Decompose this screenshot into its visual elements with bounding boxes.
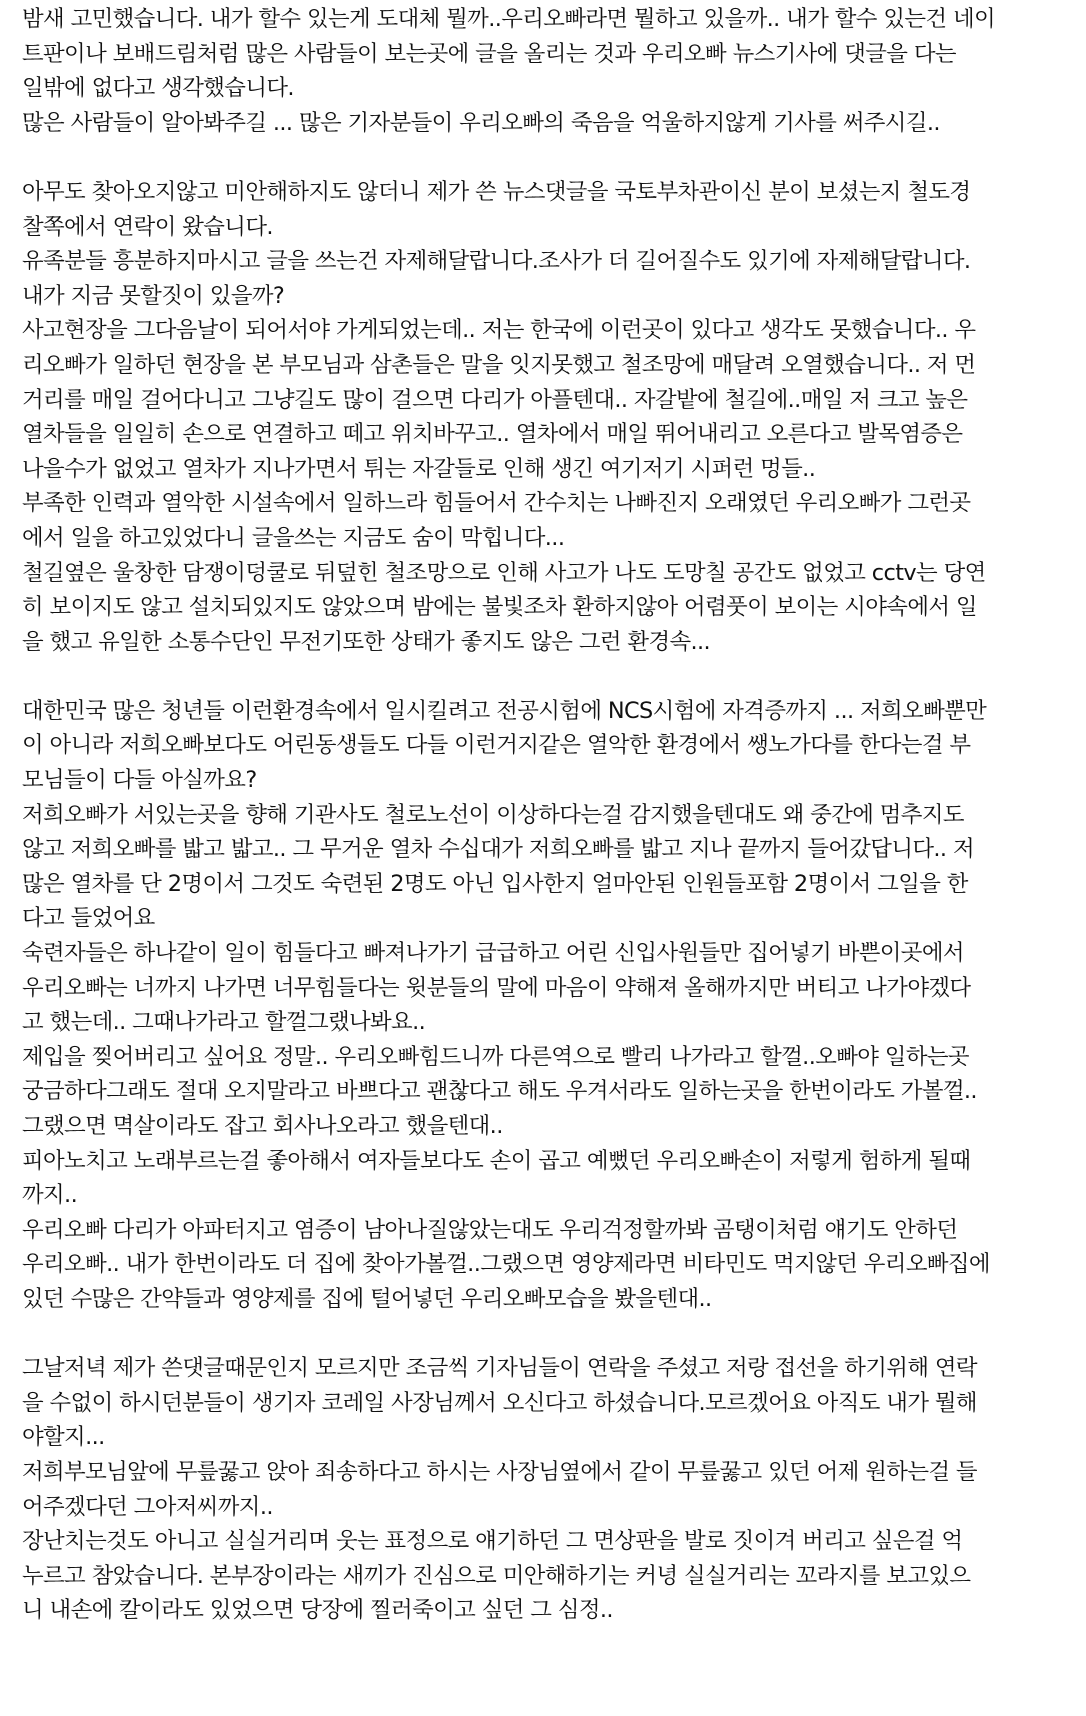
text-line: 대한민국 많은 청년들 이런환경속에서 일시킬려고 전공시험에 NCS시험에 자격증까지 ... 저희오빠뿐만 (22, 697, 987, 724)
text-line: 다고 들었어요 (22, 905, 155, 932)
text-line: 거리를 매일 걸어다니고 그냥길도 많이 걸으면 다리가 아플텐대.. 자갈밭에 철길에..매일 저 크고 높은 (22, 386, 968, 413)
text-line: 이 아니라 저희오빠보다도 어린동생들도 다들 이런거지같은 열악한 환경에서 쌩노가다를 한다는걸 부 (22, 732, 971, 759)
text-line: 트판이나 보배드림처럼 많은 사람들이 보는곳에 글을 올리는 것과 우리오빠 뉴스기사에 댓글을 다는 (22, 40, 956, 67)
text-line: 누르고 참았습니다. 본부장이라는 새끼가 진심으로 미안해하기는 커녕 실실거리는 꼬라지를 보고있으 (22, 1562, 971, 1589)
text-line: 우리오빠 다리가 아파터지고 염증이 남아나질않았는대도 우리걱정할까봐 곰탱이처럼 얘기도 안하던 (22, 1216, 958, 1243)
text-line: 에서 일을 하고있었다니 글을쓰는 지금도 숨이 막힙니다... (22, 524, 565, 551)
text-line: 저희오빠가 서있는곳을 향해 기관사도 철로노선이 이상하다는걸 감지했을텐대도 왜 중간에 멈추지도 (22, 801, 964, 828)
text-line: 철길옆은 울창한 담쟁이덩쿨로 뒤덮힌 철조망으로 인해 사고가 나도 도망칠 공간도 없었고 cctv는 당연 (22, 559, 986, 586)
text-line: 많은 사람들이 알아봐주길 ... 많은 기자분들이 우리오빠의 죽음을 억울하지않게 기사를 써주시길.. (22, 109, 940, 136)
text-line: 부족한 인력과 열악한 시설속에서 일하느라 힘들어서 간수치는 나빠진지 오래였던 우리오빠가 그런곳 (22, 490, 971, 517)
text-line: 니 내손에 칼이라도 있었으면 당장에 찔러죽이고 싶던 그 심정.. (22, 1597, 613, 1624)
text-line: 않고 저희오빠를 밟고 밟고.. 그 무거운 열차 수십대가 저희오빠를 밟고 지나 끝까지 들어갔답니다.. 저 (22, 836, 974, 863)
text-line: 열차들을 일일히 손으로 연결하고 떼고 위치바꾸고.. 열차에서 매일 뛰어내리고 오른다고 발목염증은 (22, 421, 963, 448)
text-line: 장난치는것도 아니고 실실거리며 웃는 표정으로 얘기하던 그 면상판을 발로 짓이겨 버리고 싶은걸 억 (22, 1528, 963, 1555)
text-line: 고 했는데.. 그때나가라고 할껄그랬나봐요.. (22, 1009, 426, 1036)
text-line: 을 했고 유일한 소통수단인 무전기또한 상태가 좋지도 않은 그런 환경속... (22, 628, 711, 655)
text-line: 그랬으면 멱살이라도 잡고 회사나오라고 했을텐대.. (22, 1113, 503, 1139)
text-line: 히 보이지도 않고 설치되있지도 않았으며 밤에는 불빛조차 환하지않아 어렴풋이 보이는 시야속에서 일 (22, 594, 977, 621)
text-line: 우리오빠는 너까지 나가면 너무힘들다는 윗분들의 말에 마음이 약해져 올해까지만 버티고 나가야겠다 (22, 974, 971, 1001)
text-line: 제입을 찢어버리고 싶어요 정말.. 우리오빠힘드니까 다른역으로 빨리 나가라고 할껄..오빠야 일하는곳 (22, 1043, 969, 1070)
text-line: 유족분들 흥분하지마시고 글을 쓰는건 자제해달랍니다.조사가 더 길어질수도 있기에 자제해달랍니다. (22, 248, 971, 275)
text-line: 을 수없이 하시던분들이 생기자 코레일 사장님께서 오신다고 하셨습니다.모르겠어요 아직도 내가 뭘해 (22, 1389, 977, 1416)
text-line: 저희부모님앞에 무릎꿇고 앉아 죄송하다고 하시는 사장님옆에서 같이 무릎꿇고 있던 어제 원하는걸 들 (22, 1458, 977, 1485)
text-line: 있던 수많은 간약들과 영양제를 집에 털어넣던 우리오빠모습을 봤을텐대.. (22, 1285, 712, 1312)
text-line: 모님들이 다들 아실까요? (22, 767, 257, 794)
text-line: 내가 지금 못할짓이 있을까? (22, 282, 285, 309)
blank-line (22, 140, 1068, 175)
blank-line (22, 1317, 1068, 1352)
text-line: 어주겠다던 그아저씨까지.. (22, 1493, 273, 1520)
blank-line (22, 659, 1068, 694)
text-line: 찰쪽에서 연락이 왔습니다. (22, 213, 273, 240)
text-line: 피아노치고 노래부르는걸 좋아해서 여자들보다도 손이 곱고 예뻤던 우리오빠손이 저렇게 험하게 될때 (22, 1147, 971, 1174)
text-line: 밤새 고민했습니다. 내가 할수 있는게 도대체 뭘까..우리오빠라면 뭘하고 있을까.. 내가 할수 있는건 네이 (22, 6, 995, 32)
text-line: 숙련자들은 하나같이 일이 힘들다고 빠져나가기 급급하고 어린 신입사원들만 집어넣기 바쁜이곳에서 (22, 940, 964, 967)
text-line: 야할지... (22, 1424, 105, 1451)
text-line: 궁금하다그래도 절대 오지말라고 바쁘다고 괜찮다고 해도 우겨서라도 일하는곳을 한번이라도 가볼껄.. (22, 1078, 977, 1105)
text-line: 우리오빠.. 내가 한번이라도 더 집에 찾아가볼껄..그랬으면 영양제라면 비타민도 먹지않던 우리오빠집에 (22, 1251, 990, 1278)
text-line: 많은 열차를 단 2명이서 그것도 숙련된 2명도 아닌 입사한지 얼마안된 인원들포함 2명이서 그일을 한 (22, 870, 968, 897)
text-line: 나을수가 없었고 열차가 지나가면서 튀는 자갈들로 인해 생긴 여기저기 시퍼런 멍들.. (22, 455, 816, 482)
text-line: 리오빠가 일하던 현장을 본 부모님과 삼촌들은 말을 잇지못했고 철조망에 매달려 오열했습니다.. 저 먼 (22, 351, 976, 378)
text-line: 까지.. (22, 1182, 78, 1209)
text-line: 사고현장을 그다음날이 되어서야 가게되었는데.. 저는 한국에 이런곳이 있다고 생각도 못했습니다.. 우 (22, 317, 976, 344)
text-line: 그날저녁 제가 쓴댓글때문인지 모르지만 조금씩 기자님들이 연락을 주셨고 저랑 접선을 하기위해 연락 (22, 1355, 977, 1382)
text-line: 아무도 찾아오지않고 미안해하지도 않더니 제가 쓴 뉴스댓글을 국토부차관이신 분이 보셨는지 철도경 (22, 178, 971, 205)
text-line: 일밖에 없다고 생각했습니다. (22, 75, 294, 102)
